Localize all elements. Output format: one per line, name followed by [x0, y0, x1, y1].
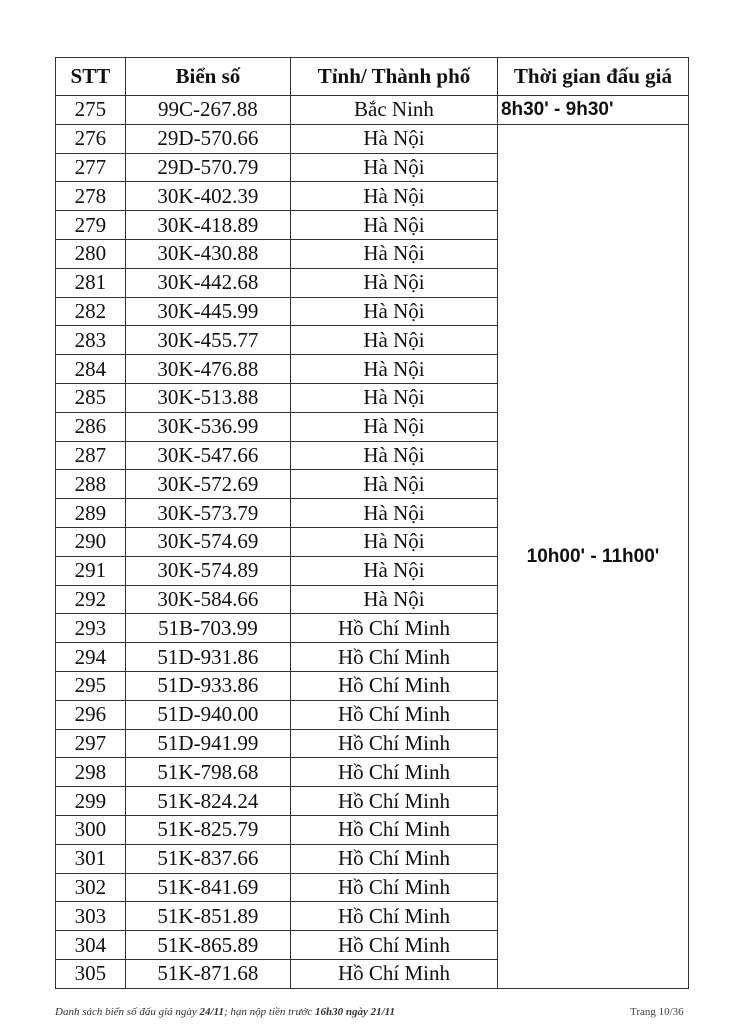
- cell-stt: 291: [56, 556, 126, 585]
- cell-plate: 51K-798.68: [125, 758, 290, 787]
- cell-stt: 302: [56, 873, 126, 902]
- cell-plate: 30K-572.69: [125, 470, 290, 499]
- cell-province: Hà Nội: [291, 556, 498, 585]
- cell-plate: 30K-455.77: [125, 326, 290, 355]
- cell-province: Hà Nội: [291, 470, 498, 499]
- cell-plate: 99C-267.88: [125, 96, 290, 125]
- cell-province: Hồ Chí Minh: [291, 815, 498, 844]
- cell-province: Hồ Chí Minh: [291, 787, 498, 816]
- cell-province: Hà Nội: [291, 412, 498, 441]
- table-row: [56, 124, 689, 153]
- cell-stt: 305: [56, 959, 126, 988]
- cell-province: Hà Nội: [291, 441, 498, 470]
- footer-text-2: ; hạn nộp tiền trước: [223, 1006, 315, 1018]
- cell-plate: 51D-941.99: [125, 729, 290, 758]
- cell-province: Hồ Chí Minh: [291, 758, 498, 787]
- cell-stt: 278: [56, 182, 126, 211]
- header-province: Tỉnh/ Thành phố: [291, 58, 498, 96]
- footer-deadline: 16h30 ngày 21/11: [314, 1006, 396, 1018]
- cell-stt: 289: [56, 499, 126, 528]
- header-time: Thời gian đấu giá: [497, 58, 688, 96]
- cell-plate: 51D-940.00: [125, 700, 290, 729]
- cell-stt: 283: [56, 326, 126, 355]
- cell-province: Hồ Chí Minh: [291, 614, 498, 643]
- cell-province: Hà Nội: [291, 124, 498, 153]
- cell-stt: 295: [56, 671, 126, 700]
- cell-province: Hà Nội: [291, 326, 498, 355]
- cell-stt: 294: [56, 643, 126, 672]
- cell-plate: 30K-547.66: [125, 441, 290, 470]
- cell-plate: 51K-871.68: [125, 959, 290, 988]
- cell-stt: 304: [56, 931, 126, 960]
- cell-stt: 281: [56, 268, 126, 297]
- cell-province: Hà Nội: [291, 499, 498, 528]
- cell-plate: 51K-865.89: [125, 931, 290, 960]
- cell-province: Hồ Chí Minh: [291, 643, 498, 672]
- cell-province: Hồ Chí Minh: [291, 729, 498, 758]
- cell-stt: 282: [56, 297, 126, 326]
- cell-province: Hồ Chí Minh: [291, 700, 498, 729]
- cell-stt: 293: [56, 614, 126, 643]
- cell-plate: 29D-570.66: [125, 124, 290, 153]
- cell-plate: 30K-402.39: [125, 182, 290, 211]
- cell-stt: 299: [56, 787, 126, 816]
- cell-province: Hồ Chí Minh: [291, 873, 498, 902]
- cell-plate: 30K-536.99: [125, 412, 290, 441]
- cell-province: Hà Nội: [291, 527, 498, 556]
- cell-province: Bắc Ninh: [291, 96, 498, 125]
- cell-plate: 30K-584.66: [125, 585, 290, 614]
- cell-plate: 51B-703.99: [125, 614, 290, 643]
- table-row: [56, 96, 689, 125]
- cell-stt: 284: [56, 355, 126, 384]
- cell-province: Hồ Chí Minh: [291, 844, 498, 873]
- cell-stt: 300: [56, 815, 126, 844]
- cell-plate: 30K-476.88: [125, 355, 290, 384]
- cell-stt: 288: [56, 470, 126, 499]
- cell-time-slot: 8h30' - 9h30': [497, 96, 688, 125]
- cell-province: Hà Nội: [291, 268, 498, 297]
- cell-stt: 285: [56, 383, 126, 412]
- cell-plate: 51D-931.86: [125, 643, 290, 672]
- cell-stt: 275: [56, 96, 126, 125]
- cell-plate: 30K-442.68: [125, 268, 290, 297]
- plate-auction-table: [55, 57, 689, 989]
- cell-plate: 29D-570.79: [125, 153, 290, 182]
- cell-stt: 280: [56, 239, 126, 268]
- cell-plate: 51K-824.24: [125, 787, 290, 816]
- cell-province: Hà Nội: [291, 239, 498, 268]
- cell-plate: 51K-841.69: [125, 873, 290, 902]
- cell-plate: 30K-430.88: [125, 239, 290, 268]
- cell-plate: 51K-837.66: [125, 844, 290, 873]
- cell-stt: 303: [56, 902, 126, 931]
- cell-stt: 296: [56, 700, 126, 729]
- cell-province: Hà Nội: [291, 355, 498, 384]
- cell-stt: 276: [56, 124, 126, 153]
- cell-province: Hà Nội: [291, 383, 498, 412]
- cell-province: Hồ Chí Minh: [291, 931, 498, 960]
- page-number: Trang 10/36: [630, 1006, 684, 1018]
- cell-stt: 301: [56, 844, 126, 873]
- footer-note: [55, 1006, 395, 1018]
- cell-province: Hà Nội: [291, 585, 498, 614]
- cell-province: Hồ Chí Minh: [291, 902, 498, 931]
- header-row: [56, 58, 689, 96]
- cell-province: Hà Nội: [291, 297, 498, 326]
- header-plate: Biển số: [125, 58, 290, 96]
- cell-plate: 30K-445.99: [125, 297, 290, 326]
- cell-plate: 30K-574.69: [125, 527, 290, 556]
- cell-province: Hồ Chí Minh: [291, 671, 498, 700]
- cell-time-slot: 10h00' - 11h00': [497, 124, 688, 988]
- cell-plate: 30K-513.88: [125, 383, 290, 412]
- cell-province: Hà Nội: [291, 211, 498, 240]
- cell-plate: 51K-825.79: [125, 815, 290, 844]
- cell-stt: 277: [56, 153, 126, 182]
- cell-plate: 51D-933.86: [125, 671, 290, 700]
- cell-stt: 292: [56, 585, 126, 614]
- cell-stt: 297: [56, 729, 126, 758]
- cell-stt: 290: [56, 527, 126, 556]
- cell-province: Hồ Chí Minh: [291, 959, 498, 988]
- cell-stt: 286: [56, 412, 126, 441]
- footer-date: 24/11: [199, 1006, 224, 1018]
- cell-stt: 298: [56, 758, 126, 787]
- cell-province: Hà Nội: [291, 153, 498, 182]
- cell-province: Hà Nội: [291, 182, 498, 211]
- cell-stt: 287: [56, 441, 126, 470]
- cell-plate: 30K-574.89: [125, 556, 290, 585]
- header-stt: STT: [56, 58, 126, 96]
- cell-plate: 30K-418.89: [125, 211, 290, 240]
- cell-stt: 279: [56, 211, 126, 240]
- cell-plate: 30K-573.79: [125, 499, 290, 528]
- cell-plate: 51K-851.89: [125, 902, 290, 931]
- footer-text: Danh sách biển số đấu giá ngày: [55, 1006, 200, 1018]
